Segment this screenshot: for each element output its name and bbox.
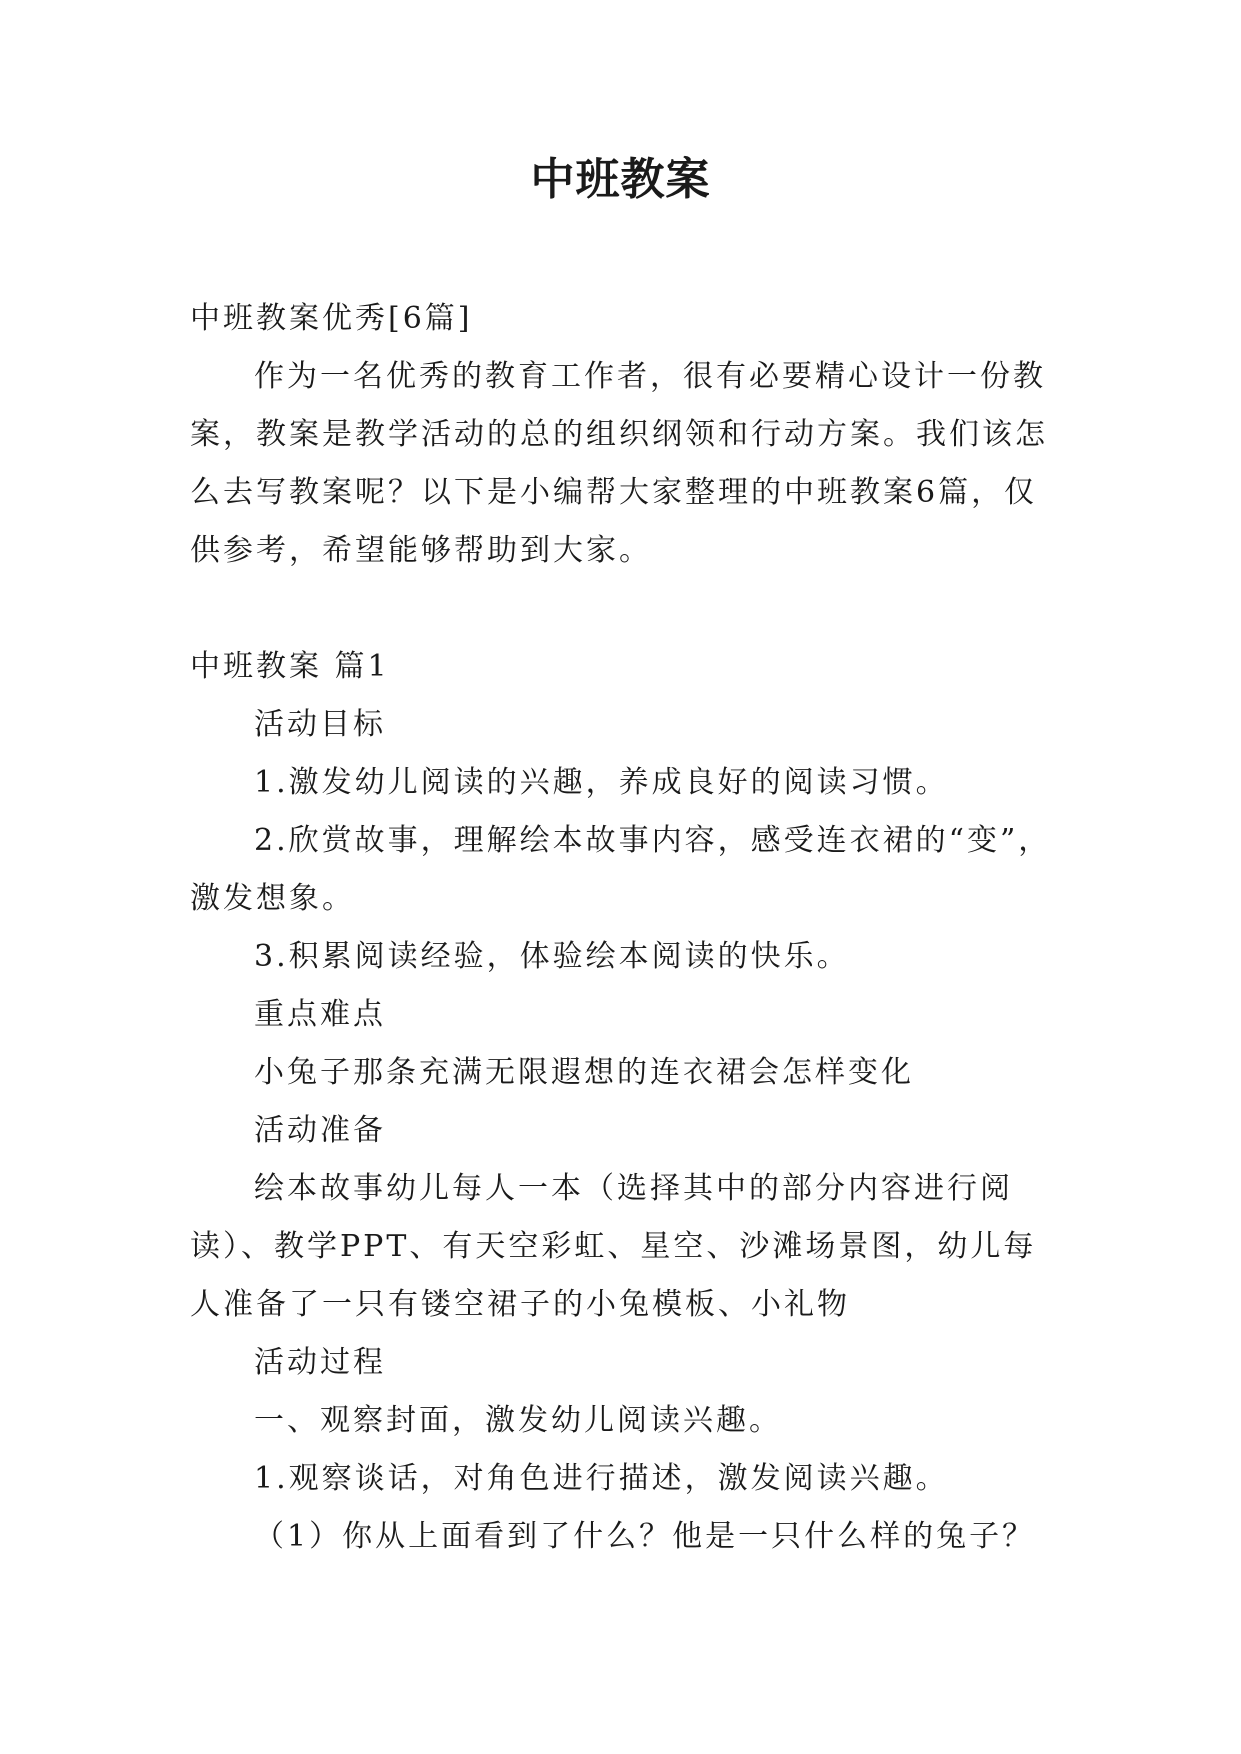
goal-item-2: 2.欣赏故事，理解绘本故事内容，感受连衣裙的“变”，激发想象。 [190,823,1052,916]
preparation-text: 绘本故事幼儿每人一本（选择其中的部分内容进行阅读）、教学PPT、有天空彩虹、星空、沙滩场景图，幼儿每人准备了一只有镂空裙子的小兔模板、小礼物 [190,1171,1037,1322]
process-step-1: 一、观察封面，激发幼儿阅读兴趣。 [254,1403,782,1438]
process-substep-1: 1.观察谈话，对角色进行描述，激发阅读兴趣。 [254,1461,949,1496]
page-title: 中班教案 [530,154,711,205]
document-body [190,290,1060,1566]
goal-item-1: 1.激发幼儿阅读的兴趣，养成良好的阅读习惯。 [254,765,949,800]
heading-process: 活动过程 [254,1345,386,1380]
paragraph-gap [190,580,1060,638]
heading-preparation: 活动准备 [254,1113,386,1148]
document-subtitle: 中班教案优秀[6篇] [190,301,473,336]
heading-activity-goals: 活动目标 [254,707,386,742]
key-points-text: 小兔子那条充满无限遐想的连衣裙会怎样变化 [254,1055,914,1090]
process-question-1: （1）你从上面看到了什么？他是一只什么样的兔子？ [254,1519,1036,1554]
goal-item-3: 3.积累阅读经验，体验绘本阅读的快乐。 [254,939,850,974]
intro-paragraph: 作为一名优秀的教育工作者，很有必要精心设计一份教案，教案是教学活动的总的组织纲领和行动方案。我们该怎么去写教案呢？以下是小编帮大家整理的中班教案6篇，仅供参考，希望能够帮助到大家。 [190,359,1048,568]
heading-key-points: 重点难点 [254,997,386,1032]
section-heading: 中班教案 篇1 [190,649,390,684]
